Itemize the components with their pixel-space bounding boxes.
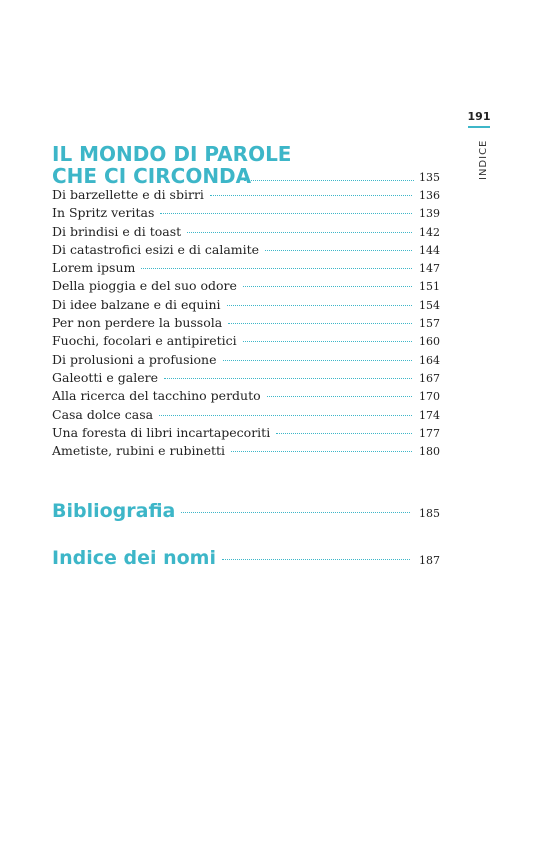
- page-number-underline: [468, 126, 490, 128]
- toc-entry-leader: [243, 341, 412, 342]
- toc-entries: [52, 186, 440, 460]
- toc-entry-leader: [265, 250, 412, 251]
- toc-entry-label: Di idee balzane e di equini: [52, 296, 221, 312]
- section-side-label: INDICE: [478, 139, 489, 180]
- section-label: Indice dei nomi: [52, 547, 216, 569]
- section-page-number: 185: [419, 507, 440, 520]
- toc-entry-label: Per non perdere la bussola: [52, 315, 223, 331]
- toc-entry-page-number: 139: [419, 207, 440, 221]
- toc-entry[interactable]: [52, 241, 440, 259]
- toc-entry-leader: [160, 213, 412, 214]
- toc-entry[interactable]: [52, 332, 440, 350]
- section-label: Bibliografia: [52, 500, 176, 522]
- toc-entry-leader: [227, 305, 412, 306]
- toc-entry-page-number: 170: [419, 390, 440, 404]
- toc-entry-page-number: 151: [419, 280, 440, 294]
- toc-entry-page-number: 164: [419, 353, 440, 367]
- toc-entry-leader: [276, 433, 412, 434]
- chapter-title-line-2: CHE CI CIRCONDA: [52, 164, 252, 188]
- section-page-number: 187: [419, 554, 440, 567]
- toc-entry[interactable]: [52, 442, 440, 460]
- toc-entry-leader: [187, 232, 412, 233]
- toc-entry-leader: [267, 396, 412, 397]
- toc-entry[interactable]: [52, 296, 440, 314]
- toc-entry-leader: [159, 415, 412, 416]
- toc-entry[interactable]: [52, 204, 440, 222]
- chapter-title-line-1: IL MONDO DI PAROLE: [52, 142, 292, 166]
- toc-entry-leader: [231, 451, 412, 452]
- toc-section-indice-nomi[interactable]: [52, 547, 440, 569]
- toc-entry-page-number: 177: [419, 426, 440, 440]
- toc-entry-label: Della pioggia e del suo odore: [52, 278, 237, 294]
- toc-entry[interactable]: [52, 351, 440, 369]
- toc-entry-label: Di barzellette e di sbirri: [52, 187, 204, 202]
- toc-entry[interactable]: [52, 424, 440, 442]
- toc-entry-page-number: 174: [419, 408, 440, 422]
- toc-entry-leader: [141, 268, 412, 269]
- toc-entry-page-number: 167: [419, 371, 440, 385]
- toc-entry-label: Alla ricerca del tacchino perduto: [52, 388, 261, 404]
- toc-entry-page-number: 144: [419, 243, 440, 257]
- toc-entry-leader: [223, 360, 413, 361]
- chapter-leader: [244, 180, 414, 181]
- toc-entry-page-number: 154: [419, 298, 440, 312]
- toc-entry[interactable]: [52, 259, 440, 277]
- toc-entry[interactable]: [52, 277, 440, 295]
- toc-entry-page-number: 142: [419, 225, 440, 239]
- toc-entry[interactable]: [52, 223, 440, 241]
- toc-entry-leader: [210, 195, 412, 196]
- toc-entry-page-number: 180: [419, 445, 440, 459]
- section-leader: [181, 512, 410, 513]
- page-number: 191: [467, 110, 491, 123]
- toc-entry-leader: [164, 378, 412, 379]
- toc-entry-page-number: 136: [419, 189, 440, 202]
- toc-entry-leader: [228, 323, 412, 324]
- toc-entry[interactable]: [52, 186, 440, 204]
- toc-entry[interactable]: [52, 314, 440, 332]
- toc-entry-label: Di catastrofici esizi e di calamite: [52, 241, 260, 257]
- toc-entry-label: Fuochi, focolari e antipiretici: [52, 333, 237, 349]
- chapter-page-number: 135: [419, 171, 440, 184]
- toc-entry-label: Una foresta di libri incartapecoriti: [52, 424, 271, 440]
- toc-entry-label: Ametiste, rubini e rubinetti: [52, 443, 226, 459]
- section-leader: [222, 559, 410, 560]
- toc-entry-label: In Spritz veritas: [52, 205, 155, 221]
- toc-section-bibliografia[interactable]: [52, 500, 440, 522]
- toc-entry-label: Di prolusioni a profusione: [52, 351, 217, 367]
- toc-entry-label: Lorem ipsum: [52, 260, 136, 276]
- toc-entry-page-number: 157: [419, 317, 440, 331]
- toc-entry[interactable]: [52, 369, 440, 387]
- toc-entry-label: Di brindisi e di toast: [52, 223, 182, 239]
- toc-entry[interactable]: [52, 406, 440, 424]
- toc-entry-page-number: 160: [419, 335, 440, 349]
- toc-entry-label: Casa dolce casa: [52, 406, 154, 422]
- toc-entry-leader: [243, 286, 412, 287]
- toc-entry-label: Galeotti e galere: [52, 369, 158, 385]
- toc-entry[interactable]: [52, 387, 440, 405]
- toc-entry-page-number: 147: [419, 262, 440, 276]
